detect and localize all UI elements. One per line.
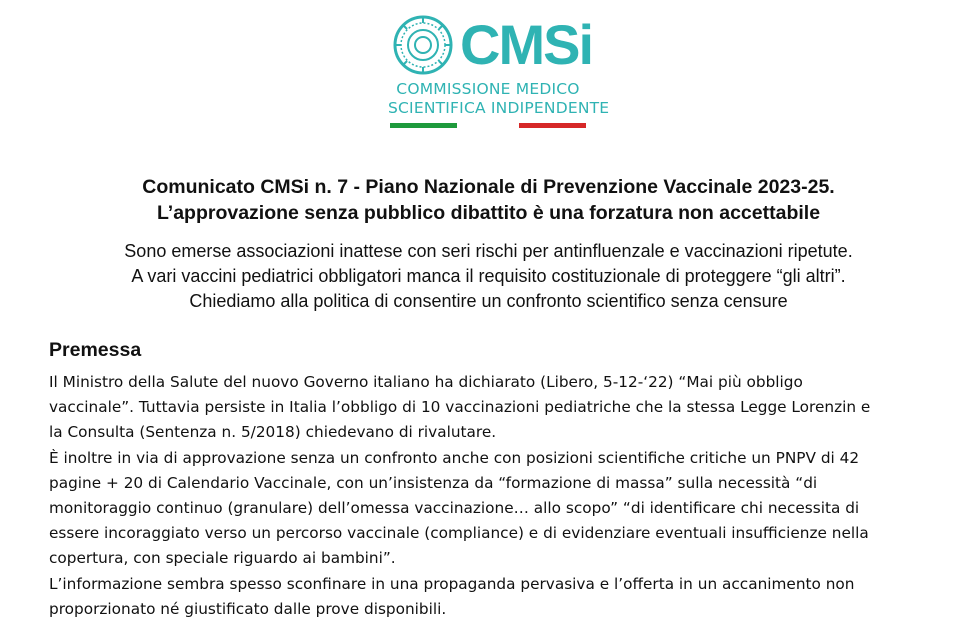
body-line: vaccinale”. Tuttavia persiste in Italia l’obbligo di 10 vaccinazioni pediatriche che la stessa Legge Lorenzin e <box>49 398 871 416</box>
brand-subtitle-line1: COMMISSIONE MEDICO <box>396 80 580 98</box>
body-line: la Consulta (Sentenza n. 5/2018) chiedevano di rivalutare. <box>49 423 497 441</box>
body-line: L’informazione sembra spesso sconfinare in una propaganda pervasiva e l’offerta in un accanimento non <box>49 575 855 593</box>
body-line: copertura, con speciale riguardo ai bambini”. <box>49 549 396 567</box>
body-line: È inoltre in via di approvazione senza un confronto anche con posizioni scientifiche critiche un PNPV di 42 <box>49 449 860 467</box>
brand-subtitle-line2: SCIENTIFICA INDIPENDENTE <box>388 99 610 117</box>
body-line: Il Ministro della Salute del nuovo Governo italiano ha dichiarato (Libero, 5-12-‘22) “Mai più obbligo <box>49 373 803 391</box>
flag-green-stripe <box>390 123 457 128</box>
title-line-1: Comunicato CMSi n. 7 - Piano Nazionale di Prevenzione Vaccinale 2023-25. <box>142 176 835 198</box>
subtitle-line-1: Sono emerse associazioni inattese con seri rischi per antinfluenzale e vaccinazioni ripetute. <box>124 241 853 261</box>
logo <box>388 12 610 130</box>
body-line: proporzionato né giustificato dalle prove disponibili. <box>49 600 447 618</box>
body-line: pagine + 20 di Calendario Vaccinale, con un’insistenza da “formazione di massa” sulla necessità “di <box>49 474 818 492</box>
seal-emblem-icon <box>392 14 454 76</box>
body-line: essere incoraggiato verso un percorso vaccinale (compliance) e di evidenziare eventuali insufficienze nella <box>49 524 869 542</box>
flag-red-stripe <box>519 123 586 128</box>
subtitle-line-2: A vari vaccini pediatrici obbligatori manca il requisito costituzionale di proteggere “gli altri”. <box>131 266 846 286</box>
title-line-2: L’approvazione senza pubblico dibattito è una forzatura non accettabile <box>156 202 821 224</box>
section-heading: Premessa <box>49 339 142 361</box>
subtitle-line-3: Chiediamo alla politica di consentire un confronto scientifico senza censure <box>189 291 788 311</box>
body-line: monitoraggio continuo (granulare) dell’omessa vaccinazione… allo scopo” “di identificare chi necessita di <box>49 499 860 517</box>
brand-wordmark: CMSi <box>460 13 592 76</box>
